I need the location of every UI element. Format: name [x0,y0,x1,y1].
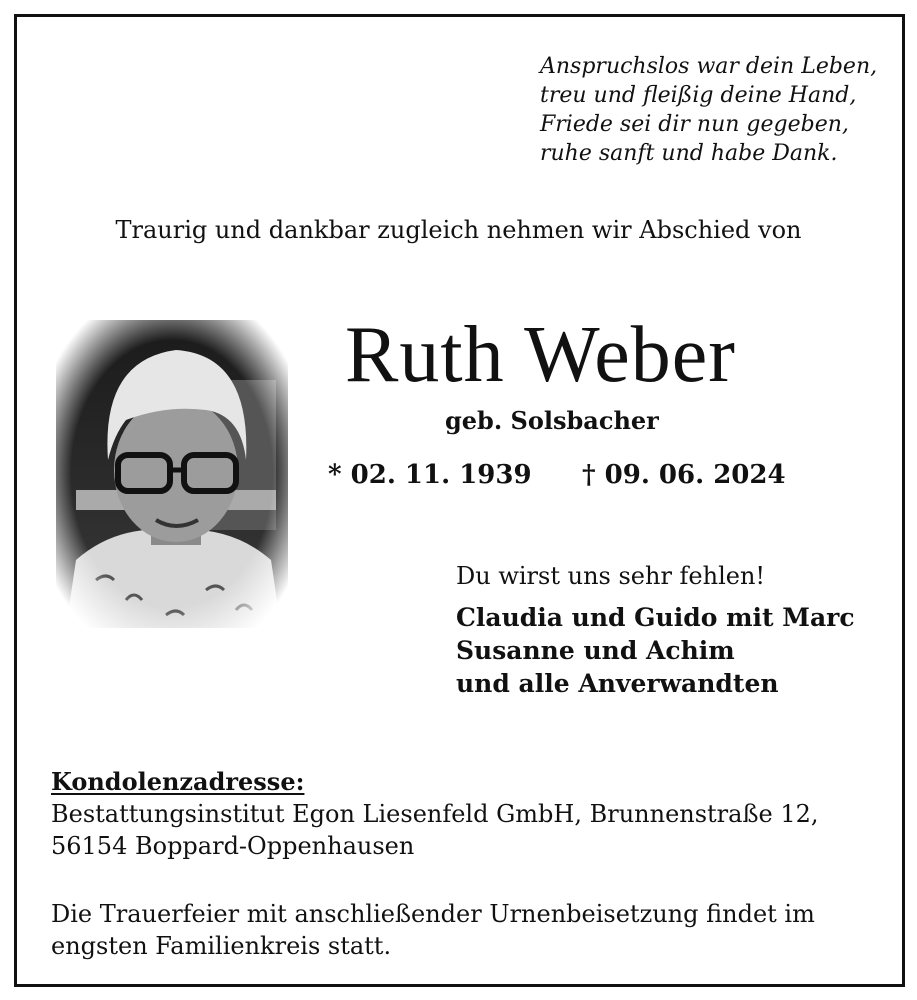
ceremony-line: Die Trauerfeier mit anschließender Urnenbeisetzung findet im [51,900,815,928]
poem-line: ruhe sanft und habe Dank. [540,141,838,166]
maiden-name: geb. Solsbacher [445,406,659,435]
poem [540,52,880,168]
deceased-name: Ruth Weber [345,311,736,399]
ceremony-note [51,898,815,962]
address-line: 56154 Boppard-Oppenhausen [51,832,415,860]
family-line: und alle Anverwandten [456,669,779,698]
family-signatures [456,601,855,700]
death-date: † 09. 06. 2024 [582,460,786,490]
poem-line: Anspruchslos war dein Leben, [540,54,878,79]
family-line: Claudia und Guido mit Marc [456,603,855,632]
poem-line: treu und fleißig deine Hand, [540,83,857,108]
poem-line: Friede sei dir nun gegeben, [540,112,849,137]
address-line: Bestattungsinstitut Egon Liesenfeld GmbH, Brunnenstraße 12, [51,800,819,828]
family-line: Susanne und Achim [456,636,735,665]
condolence-heading: Kondolenzadresse: [51,767,305,796]
portrait-photo [56,320,288,628]
farewell-message: Du wirst uns sehr fehlen! [456,562,766,590]
ceremony-line: engsten Familienkreis statt. [51,932,392,960]
intro-text: Traurig und dankbar zugleich nehmen wir Abschied von [115,216,802,244]
birth-date: * 02. 11. 1939 [328,460,532,490]
condolence-address [51,766,819,862]
